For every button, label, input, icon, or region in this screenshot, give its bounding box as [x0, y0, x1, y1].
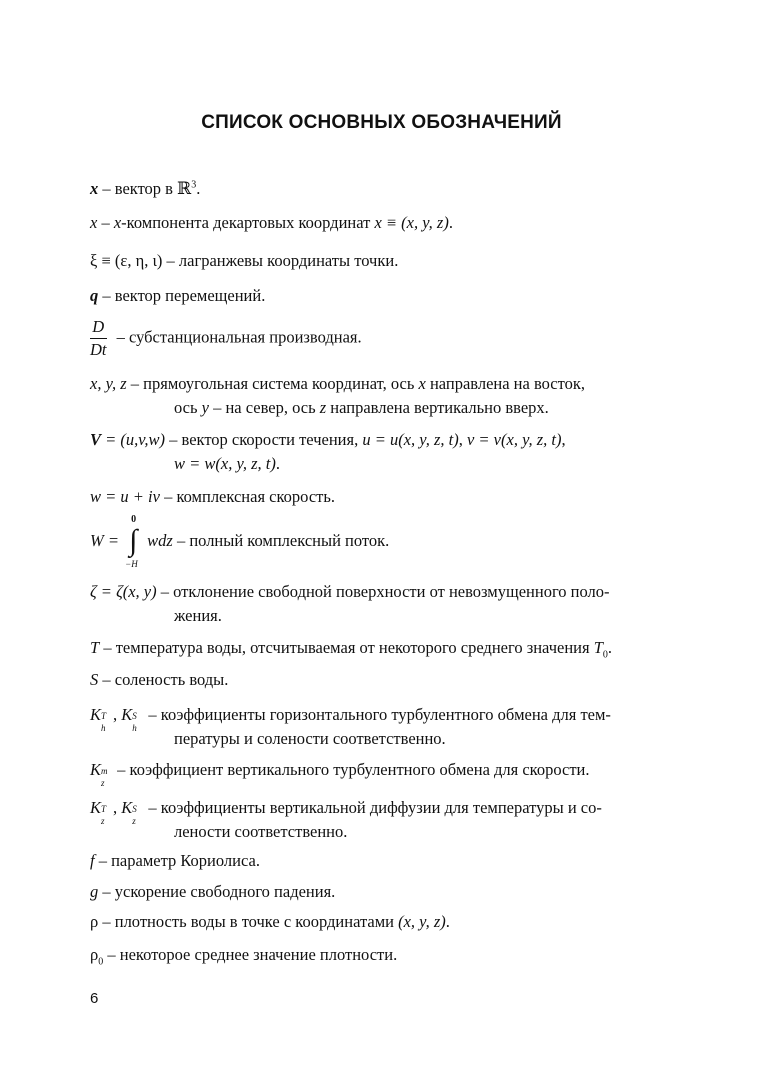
entry-salinity	[90, 668, 673, 692]
entry-velocity	[90, 428, 673, 476]
upper-limit: 0	[131, 514, 137, 525]
symbol: ρ	[90, 912, 99, 931]
subscript: z	[101, 778, 105, 789]
description: – плотность воды в точке с координатами	[98, 912, 399, 931]
symbol: f	[90, 851, 95, 870]
entry-gravity	[90, 880, 673, 904]
punctuation: .	[607, 638, 613, 657]
entry-vertical-exchange-velocity	[90, 758, 673, 789]
description: – ускорение свободного падения.	[98, 882, 336, 901]
continuation-line	[90, 396, 673, 420]
text: направлена вертикально вверх.	[326, 398, 549, 417]
description: – температура воды, отсчитываемая от некоторого среднего значения	[99, 638, 594, 657]
numerator: D	[90, 316, 107, 339]
symbol: x	[90, 213, 98, 232]
description: – лагранжевы координаты точки.	[162, 251, 399, 270]
symbol: x, y, z	[90, 374, 127, 393]
fraction	[90, 316, 107, 361]
entry-lagrange-coordinates	[90, 249, 673, 273]
punctuation: .	[445, 912, 450, 931]
superscript: T	[101, 804, 107, 815]
subscript: 0	[602, 649, 608, 661]
symbol: g	[90, 882, 99, 901]
page-title: СПИСОК ОСНОВНЫХ ОБОЗНАЧЕНИЙ	[201, 112, 562, 133]
description: – вектор в	[98, 179, 178, 198]
superscript: S	[132, 804, 137, 815]
page-number: 6	[90, 990, 99, 1007]
subscript: z	[101, 816, 105, 827]
entry-horizontal-exchange	[90, 703, 673, 751]
punctuation: .	[196, 179, 201, 198]
formula: v = v(x, y, z, t)	[466, 430, 562, 449]
text: ось	[174, 398, 202, 417]
dash: –	[97, 213, 114, 232]
script	[101, 799, 113, 827]
axis-symbol: y	[201, 398, 209, 417]
formula: ζ = ζ(x, y)	[90, 582, 157, 601]
description: – соленость воды.	[98, 670, 229, 689]
subscript: h	[132, 723, 137, 734]
description: – полный комплексный поток.	[172, 530, 390, 550]
description: – вектор скорости течения,	[165, 430, 363, 449]
entry-complex-flux	[90, 514, 673, 569]
entry-complex-velocity	[90, 485, 673, 509]
integral-sign-icon: ∫	[129, 524, 138, 557]
description-cont: направлена на восток,	[425, 374, 586, 393]
description: – комплексная скорость.	[159, 487, 336, 506]
description: – вектор перемещений.	[98, 286, 266, 305]
denominator: Dt	[90, 340, 107, 359]
continuation-line: жения.	[174, 606, 222, 625]
superscript: T	[101, 711, 107, 722]
continuation-line	[90, 452, 673, 476]
entry-temperature	[90, 636, 673, 660]
symbol: V	[90, 430, 102, 449]
superscript: S	[132, 711, 137, 722]
punctuation: .	[275, 454, 281, 473]
entry-free-surface	[90, 580, 673, 628]
symbol: K	[90, 705, 102, 724]
lower-limit: −H	[125, 559, 138, 569]
subscript: 0	[98, 956, 104, 968]
punctuation: ,	[113, 705, 122, 724]
description: – коэффициенты горизонтального турбулентного обмена для тем-	[144, 705, 611, 724]
formula: x ≡ (x, y, z)	[374, 213, 449, 232]
description: – отклонение свободной поверхности от невозмущенного поло-	[156, 582, 610, 601]
axis-symbol: x	[418, 374, 426, 393]
symbol: K	[121, 705, 133, 724]
entry-density	[90, 910, 673, 934]
entry-x-vector	[90, 177, 673, 201]
axis-symbol: z	[319, 398, 327, 417]
integral	[125, 514, 145, 569]
symbol: K	[90, 760, 102, 779]
description: – коэффициенты вертикальной диффузии для температуры и со-	[144, 798, 602, 817]
entry-vertical-diffusion	[90, 796, 673, 844]
entry-displacement-vector	[90, 284, 673, 308]
formula: ξ ≡ (ε, η, ι)	[90, 251, 163, 270]
punctuation: ,	[458, 430, 467, 449]
formula-lhs: W =	[90, 530, 120, 550]
description: – прямоугольная система координат, ось	[126, 374, 419, 393]
entry-substantial-derivative	[90, 316, 673, 361]
description: – некоторое среднее значение плотности.	[103, 945, 398, 964]
formula: u = u(x, y, z, t)	[362, 430, 459, 449]
symbol: K	[90, 798, 102, 817]
formula: w = w(x, y, z, t)	[174, 454, 276, 473]
real-space-symbol: ℝ	[177, 179, 192, 199]
entry-mean-density	[90, 943, 673, 967]
punctuation: ,	[113, 798, 122, 817]
symbol: ρ	[90, 945, 99, 964]
description: – коэффициент вертикального турбулентного обмена для скорости.	[113, 760, 590, 779]
punctuation: ,	[561, 430, 566, 449]
subscript: h	[101, 723, 106, 734]
integrand: wdz	[147, 530, 173, 550]
entry-coordinate-system	[90, 372, 673, 420]
subscript: z	[132, 816, 136, 827]
continuation-line: пературы и солености соответственно.	[174, 729, 446, 748]
text: – на север, ось	[208, 398, 320, 417]
symbol-inline: T	[593, 638, 603, 657]
script	[132, 706, 144, 734]
description: – параметр Кориолиса.	[94, 851, 260, 870]
formula: (x, y, z)	[398, 912, 446, 931]
symbol: K	[121, 798, 133, 817]
symbol: q	[90, 286, 99, 305]
punctuation: .	[448, 213, 453, 232]
script	[101, 761, 113, 789]
symbol: S	[90, 670, 99, 689]
continuation-line: лености соответственно.	[174, 822, 348, 841]
script	[132, 799, 144, 827]
superscript: 3	[191, 179, 197, 191]
description: – субстанциональная производная.	[112, 327, 362, 347]
formula: w = u + iv	[90, 487, 160, 506]
entry-coriolis	[90, 849, 673, 873]
superscript: m	[101, 766, 108, 777]
symbol: x	[90, 179, 99, 198]
formula: = (u,v,w)	[101, 430, 165, 449]
symbol-inline: x	[113, 213, 122, 232]
entry-x-component	[90, 211, 673, 235]
script	[101, 706, 113, 734]
description: -компонента декартовых координат	[121, 213, 375, 232]
symbol: T	[90, 638, 100, 657]
